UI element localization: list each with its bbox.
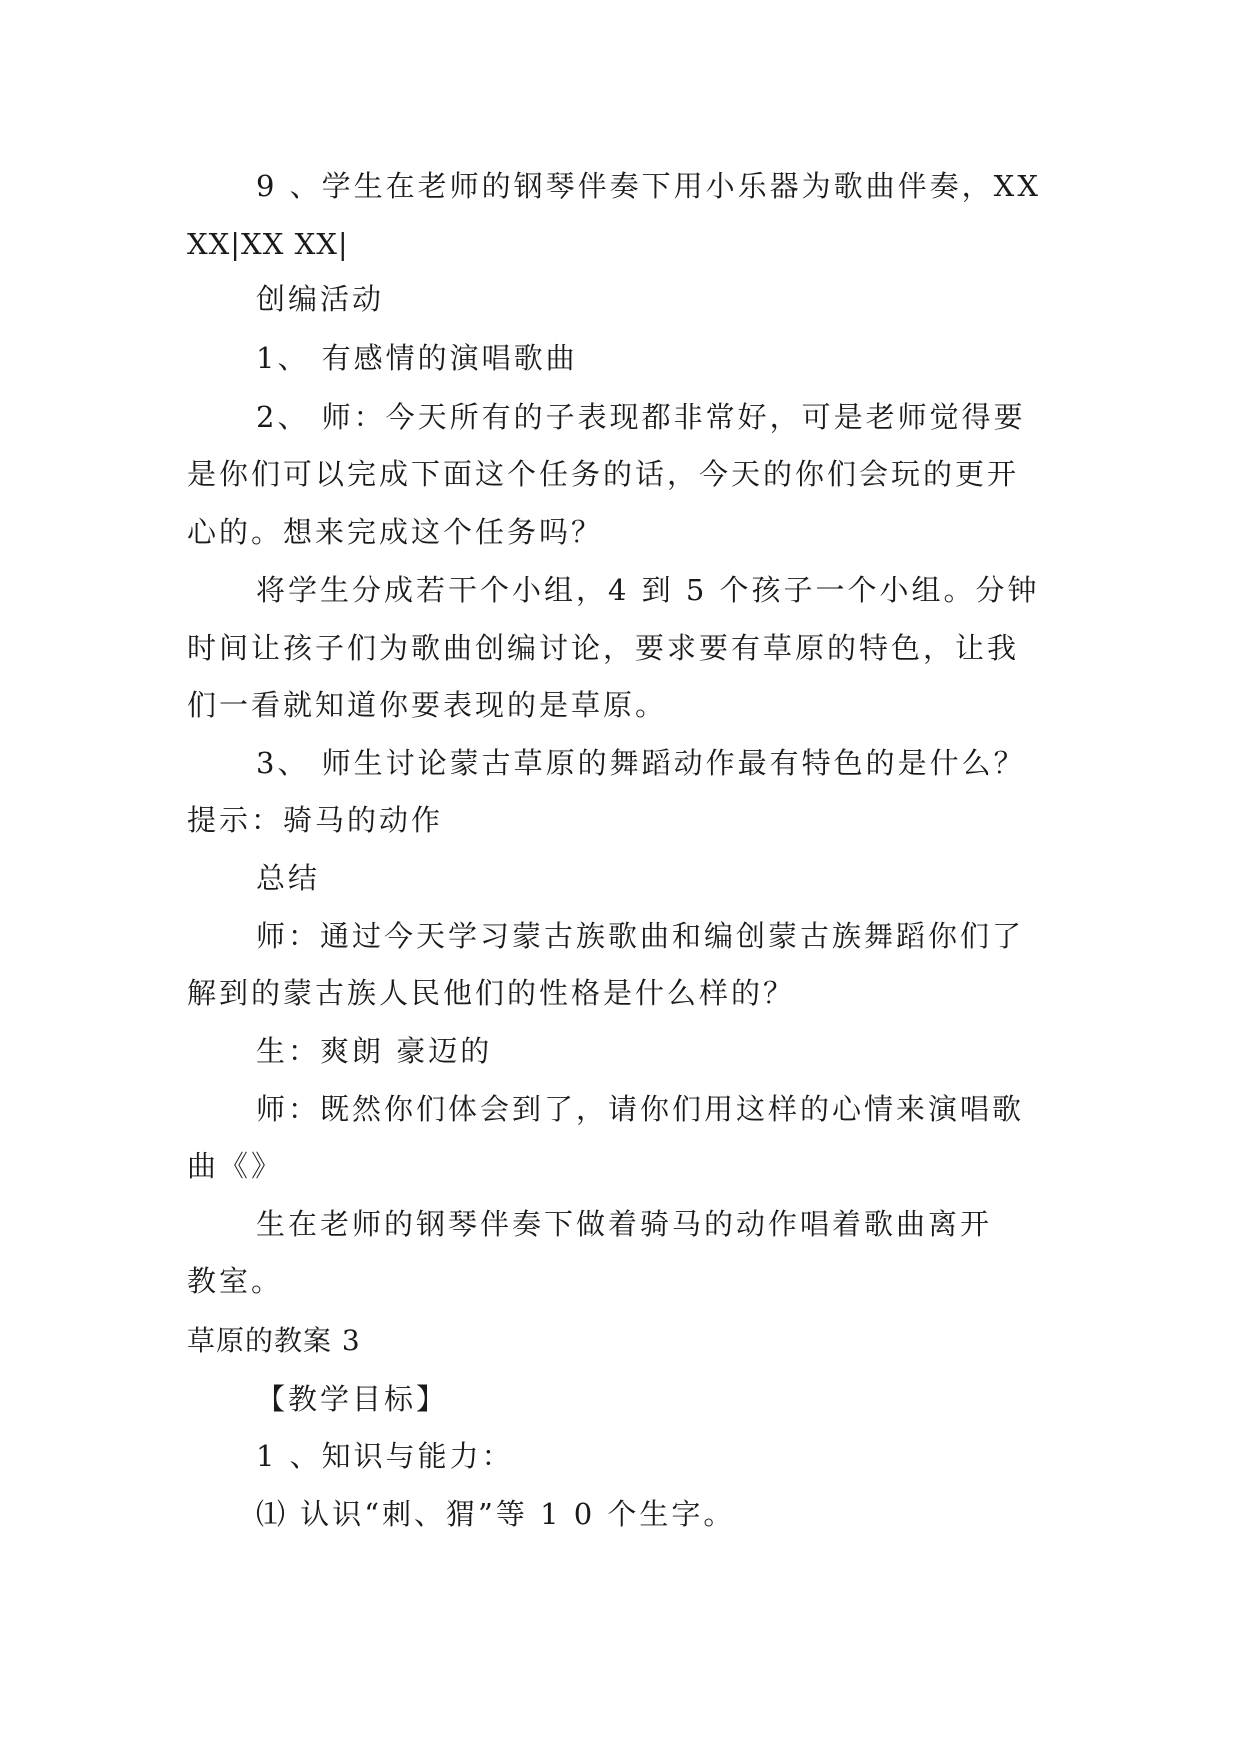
list-item-2-continued: 是你们可以完成下面这个任务的话，今天的你们会玩的更开 [187, 457, 1020, 491]
paragraph-grouping: 将学生分成若干个小组，4 到 5 个孩子一个小组。分钟 [256, 573, 1040, 607]
paragraph-teacher-instruction-continued: 曲《》 [187, 1149, 284, 1183]
rhythm-notation: XX|XX XX| [187, 227, 349, 261]
list-item-1: 1、 有感情的演唱歌曲 [256, 341, 578, 375]
heading-teaching-goals: 【教学目标】 [256, 1382, 449, 1416]
paragraph-step-9: 9 、学生在老师的钢琴伴奏下用小乐器为歌曲伴奏，XX [256, 169, 1041, 203]
section-heading-creative-activity: 创编活动 [256, 282, 385, 316]
goal-subitem-1: ⑴ 认识“刺、猬”等 1 0 个生字。 [256, 1497, 736, 1531]
paragraph-teacher-question-continued: 解到的蒙古族人民他们的性格是什么样的？ [187, 976, 796, 1010]
list-item-3-hint: 提示：骑马的动作 [187, 803, 444, 837]
section-heading-summary: 总结 [256, 861, 321, 895]
paragraph-student-answer: 生：爽朗 豪迈的 [256, 1034, 493, 1068]
goal-item-1: 1 、知识与能力： [256, 1439, 514, 1473]
paragraph-grouping-continued: 们一看就知道你要表现的是草原。 [187, 688, 668, 722]
list-item-3: 3、 师生讨论蒙古草原的舞蹈动作最有特色的是什么？ [256, 746, 1026, 780]
paragraph-closing: 生在老师的钢琴伴奏下做着骑马的动作唱着歌曲离开 [256, 1207, 993, 1241]
paragraph-teacher-instruction: 师：既然你们体会到了，请你们用这样的心情来演唱歌 [256, 1092, 1025, 1126]
paragraph-teacher-question: 师：通过今天学习蒙古族歌曲和编创蒙古族舞蹈你们了 [256, 919, 1025, 953]
list-item-2-continued: 心的。想来完成这个任务吗？ [187, 515, 604, 549]
paragraph-closing-continued: 教室。 [187, 1264, 284, 1298]
list-item-2: 2、 师：今天所有的子表现都非常好，可是老师觉得要 [256, 400, 1026, 434]
paragraph-grouping-continued: 时间让孩子们为歌曲创编讨论，要求要有草原的特色，让我 [187, 631, 1020, 665]
document-section-title: 草原的教案 3 [187, 1324, 361, 1357]
